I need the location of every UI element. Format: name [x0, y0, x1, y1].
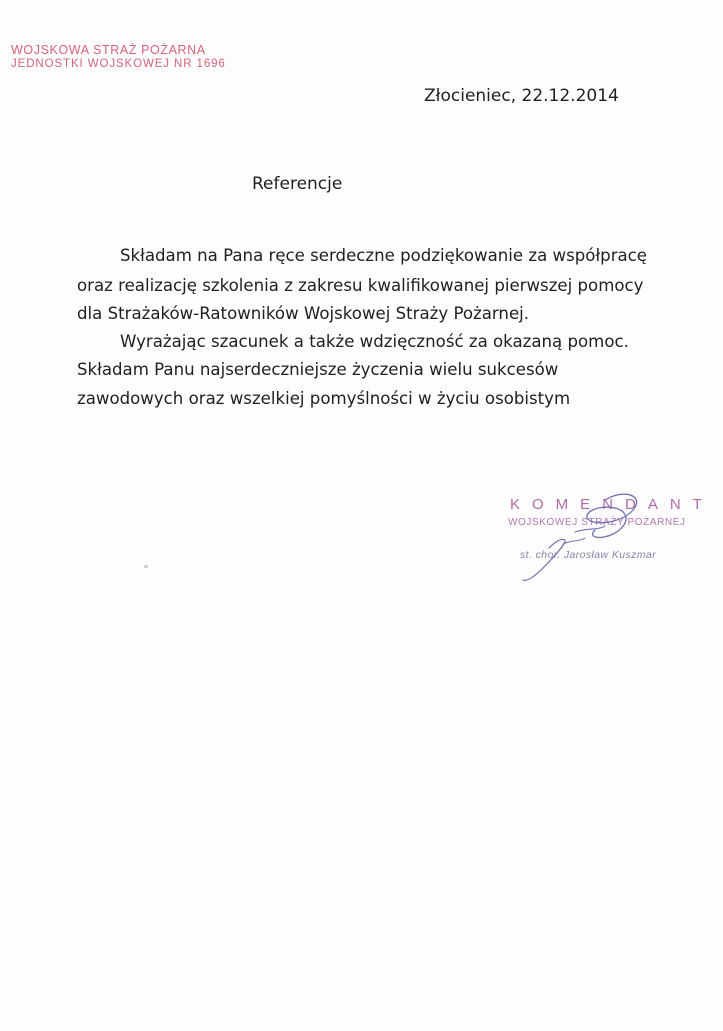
organization-stamp-line1: WOJSKOWA STRAŻ POŻARNA [11, 43, 206, 57]
handwritten-signature [505, 490, 675, 590]
letter-body-line: dla Strażaków-Ratowników Wojskowej Straży Pożarnej. [77, 304, 530, 323]
letter-body-line: Wyrażając szacunek a także wdzięczność za okazaną pomoc. [120, 332, 629, 351]
place-and-date: Złocieniec, 22.12.2014 [424, 86, 619, 106]
commander-stamp-unit: WOJSKOWEJ STRAŻY POŻARNEJ [508, 517, 686, 528]
commander-stamp-name: st. chor. Jarosław Kuszmar [520, 549, 657, 561]
paper-speck [144, 565, 148, 568]
letter-title: Referencje [252, 174, 343, 194]
organization-stamp-line2: JEDNOSTKI WOJSKOWEJ NR 1696 [11, 58, 226, 70]
letter-body-line: oraz realizację szkolenia z zakresu kwalifikowanej pierwszej pomocy [77, 276, 644, 295]
letter-body-line: Składam na Pana ręce serdeczne podziękowanie za współpracę [120, 246, 648, 265]
commander-stamp-title: KOMENDANT [510, 496, 714, 513]
letter-body-line: Składam Panu najserdeczniejsze życzenia wielu sukcesów [77, 360, 559, 379]
organization-stamp [11, 43, 226, 71]
letter-body-line: zawodowych oraz wszelkiej pomyślności w życiu osobistym [77, 389, 571, 408]
